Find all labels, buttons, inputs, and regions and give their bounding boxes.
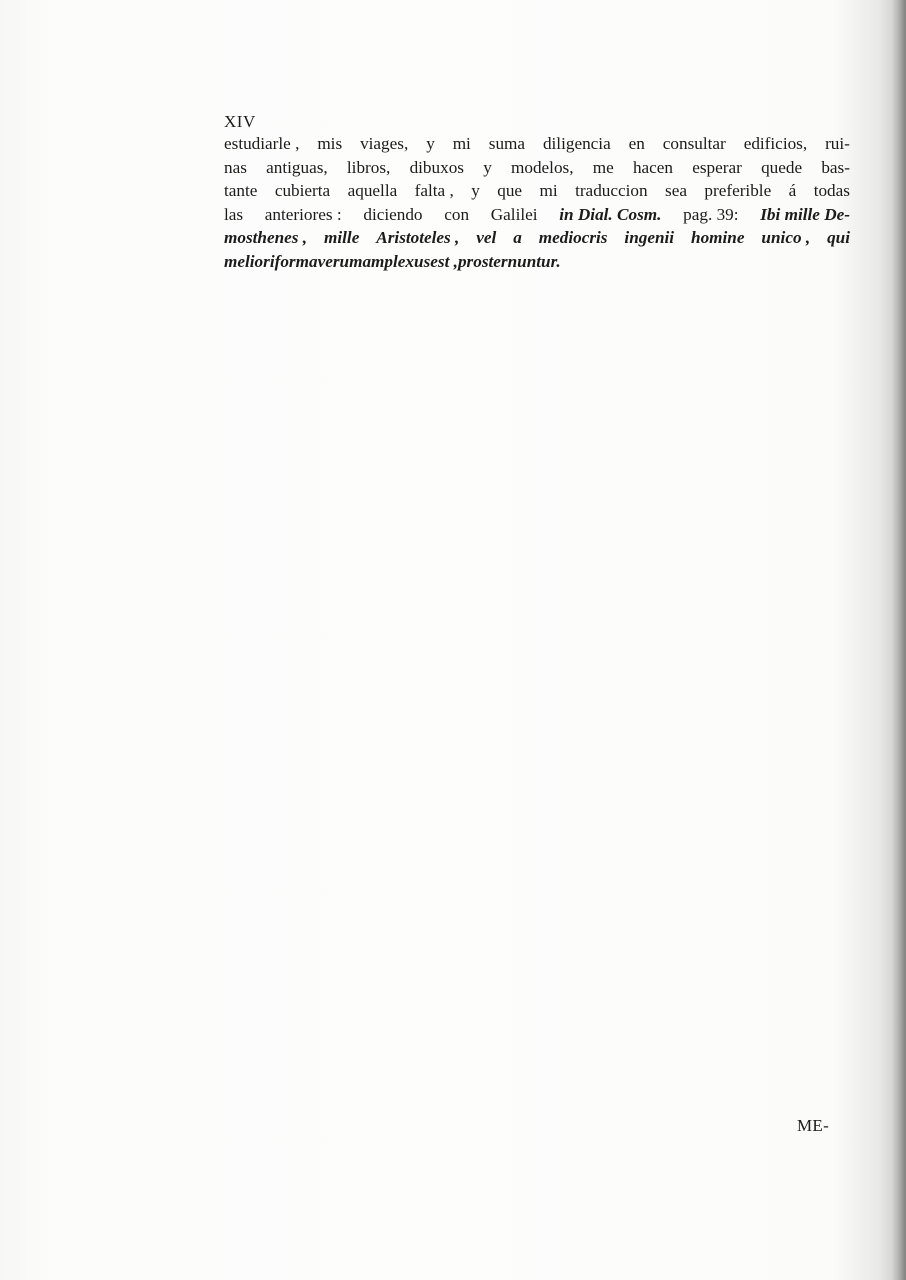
latin-word: homine xyxy=(691,228,745,247)
text-line xyxy=(224,250,850,274)
text-line xyxy=(224,156,850,180)
latin-word: qui xyxy=(827,228,850,247)
body-paragraph xyxy=(224,132,850,273)
word: antiguas, xyxy=(266,157,328,177)
latin-quote-start: Ibi mille De- xyxy=(760,204,850,224)
latin-word: mosthenes , xyxy=(224,228,308,247)
word: con xyxy=(444,204,470,224)
word: consultar xyxy=(662,134,726,153)
word: y xyxy=(483,157,492,177)
word: mi xyxy=(452,134,471,153)
text-line xyxy=(224,132,850,156)
word: edificios, xyxy=(743,134,808,153)
word: diligencia xyxy=(542,134,611,153)
word: estudiarle , xyxy=(224,134,300,153)
word: diciendo xyxy=(363,204,423,224)
text-line xyxy=(224,226,850,250)
latin-word: Aristoteles , xyxy=(376,228,460,247)
word: cubierta xyxy=(274,181,331,200)
word: rui- xyxy=(825,134,850,153)
latin-word: forma xyxy=(274,251,318,271)
word: anteriores : xyxy=(264,204,342,224)
word: en xyxy=(628,134,645,153)
page-number: XIV xyxy=(224,112,256,131)
word: viages, xyxy=(360,134,409,153)
word: tante xyxy=(224,181,258,200)
word: las xyxy=(224,204,244,224)
text-line xyxy=(224,179,850,203)
word: mi xyxy=(539,181,558,200)
word: que xyxy=(497,181,523,200)
word: nas xyxy=(224,157,247,177)
word: á xyxy=(788,181,797,200)
latin-word: ingenii xyxy=(624,228,675,247)
word: sea xyxy=(665,181,687,200)
word: y xyxy=(426,134,435,153)
catchword: ME- xyxy=(797,1116,830,1135)
latin-word: mille xyxy=(324,228,360,247)
word: y xyxy=(471,181,480,200)
latin-word: mediocris xyxy=(538,228,608,247)
word: mis xyxy=(317,134,343,153)
latin-word: est , xyxy=(430,251,458,271)
latin-word: verum xyxy=(317,251,363,271)
latin-word: meliori xyxy=(224,251,275,271)
text-line xyxy=(224,203,850,227)
word: bas- xyxy=(821,157,850,177)
page-reference: pag. 39: xyxy=(683,204,739,224)
word: traduccion xyxy=(575,181,648,200)
word: aquella xyxy=(347,181,398,200)
word: dibuxos xyxy=(409,157,464,177)
word: libros, xyxy=(346,157,391,177)
latin-word: amplexus xyxy=(362,251,431,271)
latin-word: prosternuntur. xyxy=(457,251,561,271)
word: todas xyxy=(813,181,850,200)
word: suma xyxy=(488,134,526,153)
latin-word: unico , xyxy=(761,228,811,247)
word: falta , xyxy=(414,181,454,200)
latin-word: vel xyxy=(476,228,497,247)
word: esperar xyxy=(692,157,742,177)
word: hacen xyxy=(632,157,674,177)
word: modelos, xyxy=(511,157,574,177)
latin-word: a xyxy=(513,228,522,247)
word: me xyxy=(592,157,614,177)
page-edge-shadow xyxy=(892,0,906,1280)
word: quede xyxy=(761,157,803,177)
word: Galilei xyxy=(490,204,538,224)
citation-italic: in Dial. Cosm. xyxy=(559,204,662,224)
word: preferible xyxy=(704,181,772,200)
